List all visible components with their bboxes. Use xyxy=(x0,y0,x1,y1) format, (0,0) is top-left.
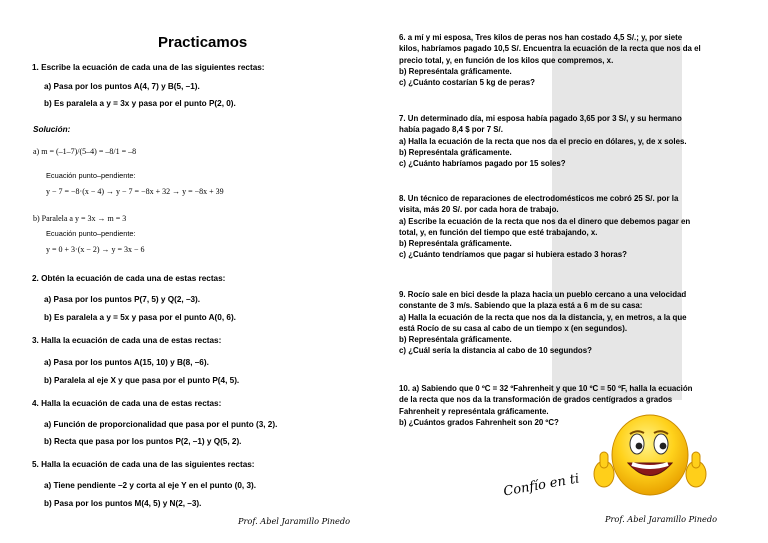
problem-7-line: 7. Un determinado día, mi esposa había pagado 3,65 por 3 S/, y su hermano xyxy=(399,114,682,123)
question-3b: b) Paralela al eje X y que pasa por el punto P(4, 5). xyxy=(44,376,240,385)
confio-caption: Confío en ti xyxy=(502,471,581,500)
question-3: 3. Halla la ecuación de cada una de estas rectas: xyxy=(32,336,222,345)
solution-b-caption: Ecuación punto–pendiente: xyxy=(46,229,136,238)
problem-8-line: total, y, en función del tiempo que esté trabajando, x. xyxy=(399,227,598,237)
problem-9 xyxy=(399,289,744,357)
problem-9-line: c) ¿Cuál sería la distancia al cabo de 10 segundos? xyxy=(399,346,592,356)
question-4: 4. Halla la ecuación de cada una de estas rectas: xyxy=(32,399,222,408)
problem-7-line: había pagado 8,4 $ por 7 S/. xyxy=(399,125,503,135)
page-title: Practicamos xyxy=(158,34,248,51)
problem-7-line: b) Represéntala gráficamente. xyxy=(399,147,512,157)
problem-6-line: 6. a mí y mi esposa, Tres kilos de peras nos han costado 4,5 S/.; y, por siete xyxy=(399,33,683,42)
problem-10-line: 10. a) Sabiendo que 0 ºC = 32 ºFahrenheit y que 10 ºC = 50 ºF, halla la ecuación xyxy=(399,384,693,393)
problem-7-line: a) Halla la ecuación de la recta que nos da el precio en dólares, y, de x soles. xyxy=(399,136,687,146)
solution-a-caption: Ecuación punto–pendiente: xyxy=(46,171,136,180)
question-5a: a) Tiene pendiente –2 y corta al eje Y en el punto (0, 3). xyxy=(44,481,257,490)
solution-label: Solución: xyxy=(33,125,71,134)
problem-9-line: constante de 3 m/s. Sabiendo que la plaza está a 6 m de su casa: xyxy=(399,301,643,311)
question-2: 2. Obtén la ecuación de cada una de estas rectas: xyxy=(32,274,226,283)
solution-b-equation: y = 0 + 3·(x − 2) → y = 3x − 6 xyxy=(46,245,145,254)
question-1b: b) Es paralela a y = 3x y pasa por el punto P(2, 0). xyxy=(44,99,236,108)
problem-7-line: c) ¿Cuánto habríamos pagado por 15 soles? xyxy=(399,159,566,169)
problem-8-line: a) Escribe la ecuación de la recta que nos da el dinero que debemos pagar en xyxy=(399,216,691,226)
problem-10-line: Fahrenheit y represéntala gráficamente. xyxy=(399,406,549,416)
signature-right: Prof. Abel Jaramillo Pinedo xyxy=(605,514,718,524)
question-3a: a) Pasa por los puntos A(15, 10) y B(8, –6). xyxy=(44,358,209,367)
problem-6 xyxy=(399,32,744,88)
question-4b: b) Recta que pasa por los puntos P(2, –1) y Q(5, 2). xyxy=(44,437,242,446)
question-5b: b) Pasa por los puntos M(4, 5) y N(2, –3). xyxy=(44,499,202,508)
problem-6-line: precio total, y, en función de los kilos que compremos, x. xyxy=(399,55,614,65)
question-1: 1. Escribe la ecuación de cada una de las siguientes rectas: xyxy=(32,63,265,72)
problem-9-line: b) Represéntala gráficamente. xyxy=(399,335,512,345)
problem-6-line: c) ¿Cuánto costarían 5 kg de peras? xyxy=(399,78,535,88)
problem-8-line: c) ¿Cuánto tendríamos que pagar si hubiera estado 3 horas? xyxy=(399,250,627,260)
problem-6-line: kilos, habríamos pagado 10,5 S/. Encuentra la ecuación de la recta que nos da el xyxy=(399,44,701,54)
problem-9-line: está Rocío de su casa al cabo de un tiempo x (en segundos). xyxy=(399,323,628,333)
question-1a: a) Pasa por los puntos A(4, 7) y B(5, –1). xyxy=(44,82,200,91)
problem-9-line: a) Halla la ecuación de la recta que nos da la distancia, y, en metros, a la que xyxy=(399,312,687,322)
question-5: 5. Halla la ecuación de cada una de las siguientes rectas: xyxy=(32,460,255,469)
problem-9-line: 9. Rocío sale en bici desde la plaza hacia un pueblo cercano a una velocidad xyxy=(399,290,687,299)
problem-8-line: 8. Un técnico de reparaciones de electrodomésticos me cobró 25 S/. por la xyxy=(399,194,679,203)
problem-8-line: visita, más 20 S/. por cada hora de trabajo. xyxy=(399,205,559,215)
smiley-thumbs-up-icon xyxy=(590,408,712,508)
solution-a-slope: a) m = (–1–7)/(5–4) = –8/1 = –8 xyxy=(33,147,137,156)
signature-left: Prof. Abel Jaramillo Pinedo xyxy=(238,516,351,526)
problem-6-line: b) Represéntala gráficamente. xyxy=(399,66,512,76)
problem-10-line: de la recta que nos da la transformación de grados centígrados a grados xyxy=(399,395,673,405)
problem-7 xyxy=(399,113,744,169)
solution-a-equation: y − 7 = −8·(x − 4) → y − 7 = −8x + 32 → y = −8x + 39 xyxy=(46,187,224,196)
question-4a: a) Función de proporcionalidad que pasa por el punto (3, 2). xyxy=(44,420,278,429)
question-2a: a) Pasa por los puntos P(7, 5) y Q(2, –3). xyxy=(44,295,201,304)
problem-8-line: b) Represéntala gráficamente. xyxy=(399,239,512,249)
question-2b: b) Es paralela a y = 5x y pasa por el punto A(0, 6). xyxy=(44,313,236,322)
problem-8 xyxy=(399,193,744,261)
problem-10-line: b) ¿Cuántos grados Fahrenheit son 20 ºC? xyxy=(399,417,559,427)
solution-b-parallel: b) Paralela a y = 3x → m = 3 xyxy=(33,214,127,223)
